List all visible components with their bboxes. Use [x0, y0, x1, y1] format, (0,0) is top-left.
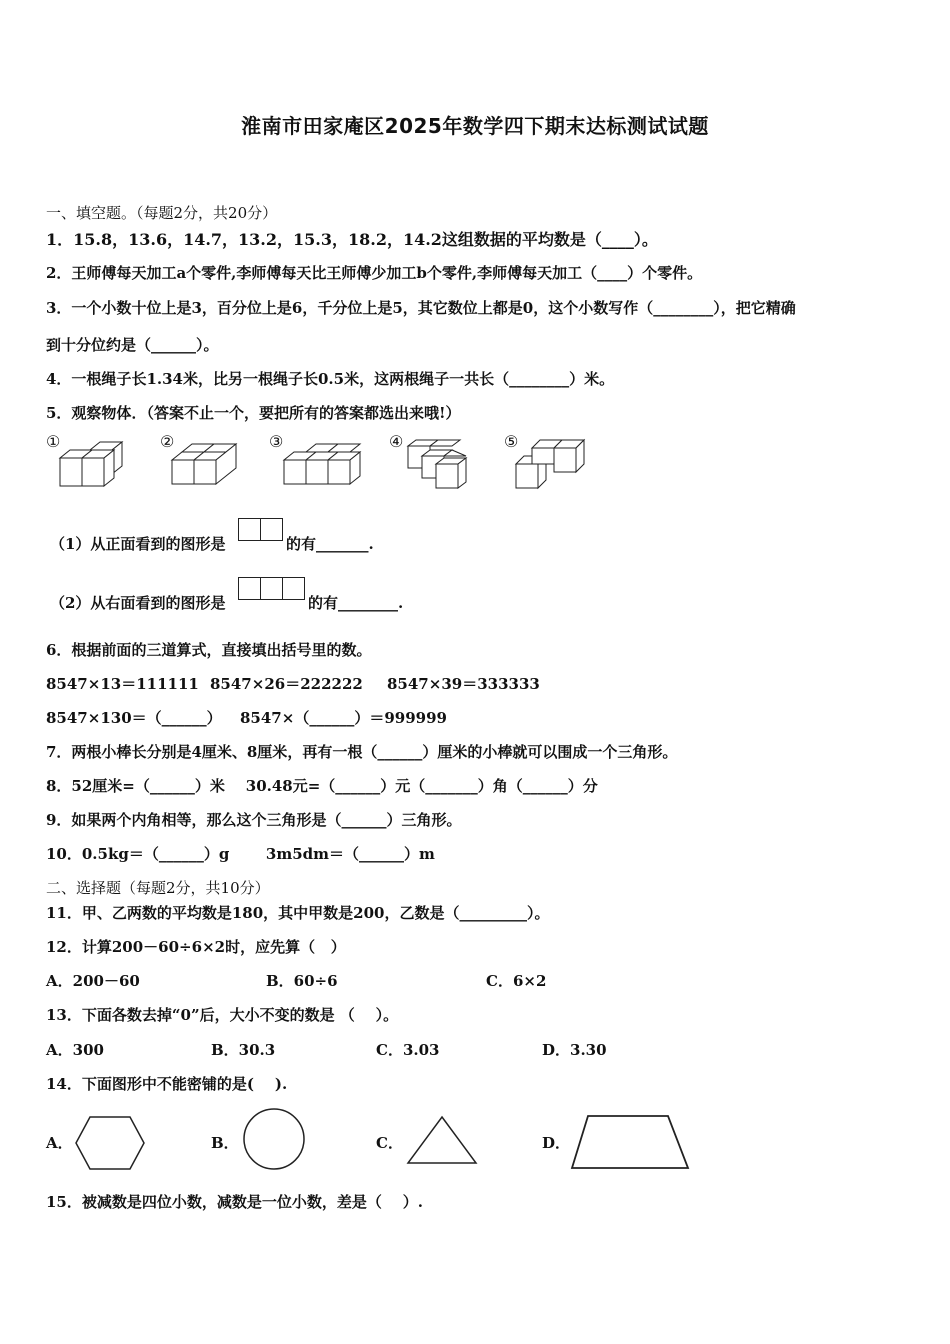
question-13: 13．下面各数去掉“0”后，大小不变的数是 （ ）。 — [46, 1006, 399, 1024]
section-fill-blank: 一、填空题。（每题2分，共20分） — [46, 204, 278, 222]
q13-option-c: C．3.03 — [376, 1041, 440, 1059]
trapezoid-shape — [568, 1112, 692, 1172]
q14-option-b: B． — [211, 1134, 239, 1152]
q12-option-a: A．200－60 — [46, 972, 140, 990]
cube-figure-1 — [50, 440, 130, 492]
question-5-sub1-suffix: 的有_______. — [286, 535, 374, 553]
question-10: 10．0.5kg＝（______）g 3m5dm＝（______）m — [46, 845, 435, 863]
figure-label-2: ② — [160, 432, 175, 451]
cube-figure-4 — [404, 436, 476, 492]
question-3-line1: 3．一个小数十位上是3，百分位上是6，千分位上是5，其它数位上都是0，这个小数写作（________），把它精确 — [46, 299, 796, 317]
question-2: 2．王师傅每天加工a个零件,李师傅每天比王师傅少加工b个零件,李师傅每天加工（____）个零件。 — [46, 264, 703, 282]
question-7: 7．两根小棒长分别是4厘米、8厘米，再有一根（______）厘米的小棒就可以围成一个三角形。 — [46, 743, 678, 761]
figure-label-4: ④ — [389, 432, 404, 451]
cube-figure-3 — [282, 440, 364, 492]
question-5-sub2-suffix: 的有________. — [308, 594, 404, 612]
question-4: 4．一根绳子长1.34米，比另一根绳子长0.5米，这两根绳子一共长（________）米。 — [46, 370, 615, 388]
cube-figure-2 — [170, 440, 240, 492]
equation-3: 8547×39＝333333 — [387, 675, 540, 693]
question-9: 9．如果两个内角相等，那么这个三角形是（______）三角形。 — [46, 811, 462, 829]
page-title: 淮南市田家庵区2025年数学四下期末达标测试试题 — [241, 114, 709, 138]
question-5-sub2-prefix: （2）从右面看到的图形是 — [50, 594, 226, 612]
q14-option-d: D． — [542, 1134, 571, 1152]
question-12: 12．计算200－60÷6×2时，应先算（ ） — [46, 938, 346, 956]
cube-figure-5 — [514, 436, 590, 492]
equation-5: 8547×（______）＝999999 — [240, 709, 447, 727]
q13-option-a: A．300 — [46, 1041, 104, 1059]
three-square-view — [238, 577, 308, 601]
q12-option-c: C．6×2 — [486, 972, 547, 990]
q14-option-c: C． — [376, 1134, 403, 1152]
question-15: 15．被减数是四位小数，减数是一位小数，差是（ ）. — [46, 1193, 423, 1211]
section-multiple-choice: 二、选择题（每题2分，共10分） — [46, 879, 270, 897]
figure-label-3: ③ — [269, 432, 284, 451]
figure-label-5: ⑤ — [504, 432, 519, 451]
circle-shape — [242, 1107, 306, 1171]
question-14: 14．下面图形中不能密铺的是( ). — [46, 1075, 288, 1093]
equation-1: 8547×13＝111111 — [46, 675, 199, 693]
question-6: 6．根据前面的三道算式，直接填出括号里的数。 — [46, 641, 372, 659]
hexagon-shape — [74, 1115, 146, 1171]
equation-2: 8547×26＝222222 — [210, 675, 363, 693]
question-5-sub1-prefix: （1）从正面看到的图形是 — [50, 535, 226, 553]
q13-option-d: D．3.30 — [542, 1041, 607, 1059]
question-8: 8．52厘米=（______）米 30.48元=（______）元（_______）角（______）分 — [46, 777, 598, 795]
equation-4: 8547×130＝（______） — [46, 709, 222, 727]
triangle-shape — [406, 1115, 478, 1167]
figure-label-1: ① — [46, 432, 61, 451]
q14-option-a: A． — [46, 1134, 73, 1152]
two-square-view — [238, 518, 284, 542]
question-11: 11．甲、乙两数的平均数是180，其中甲数是200，乙数是（_________）。 — [46, 904, 550, 922]
question-1: 1．15.8，13.6，14.7，13.2，15.3，18.2，14.2这组数据的平均数是（____）。 — [46, 230, 658, 249]
question-5: 5．观察物体．（答案不止一个，要把所有的答案都选出来哦!） — [46, 404, 461, 422]
q13-option-b: B．30.3 — [211, 1041, 276, 1059]
question-3-line2: 到十分位约是（______）。 — [46, 336, 219, 354]
q12-option-b: B．60÷6 — [266, 972, 338, 990]
